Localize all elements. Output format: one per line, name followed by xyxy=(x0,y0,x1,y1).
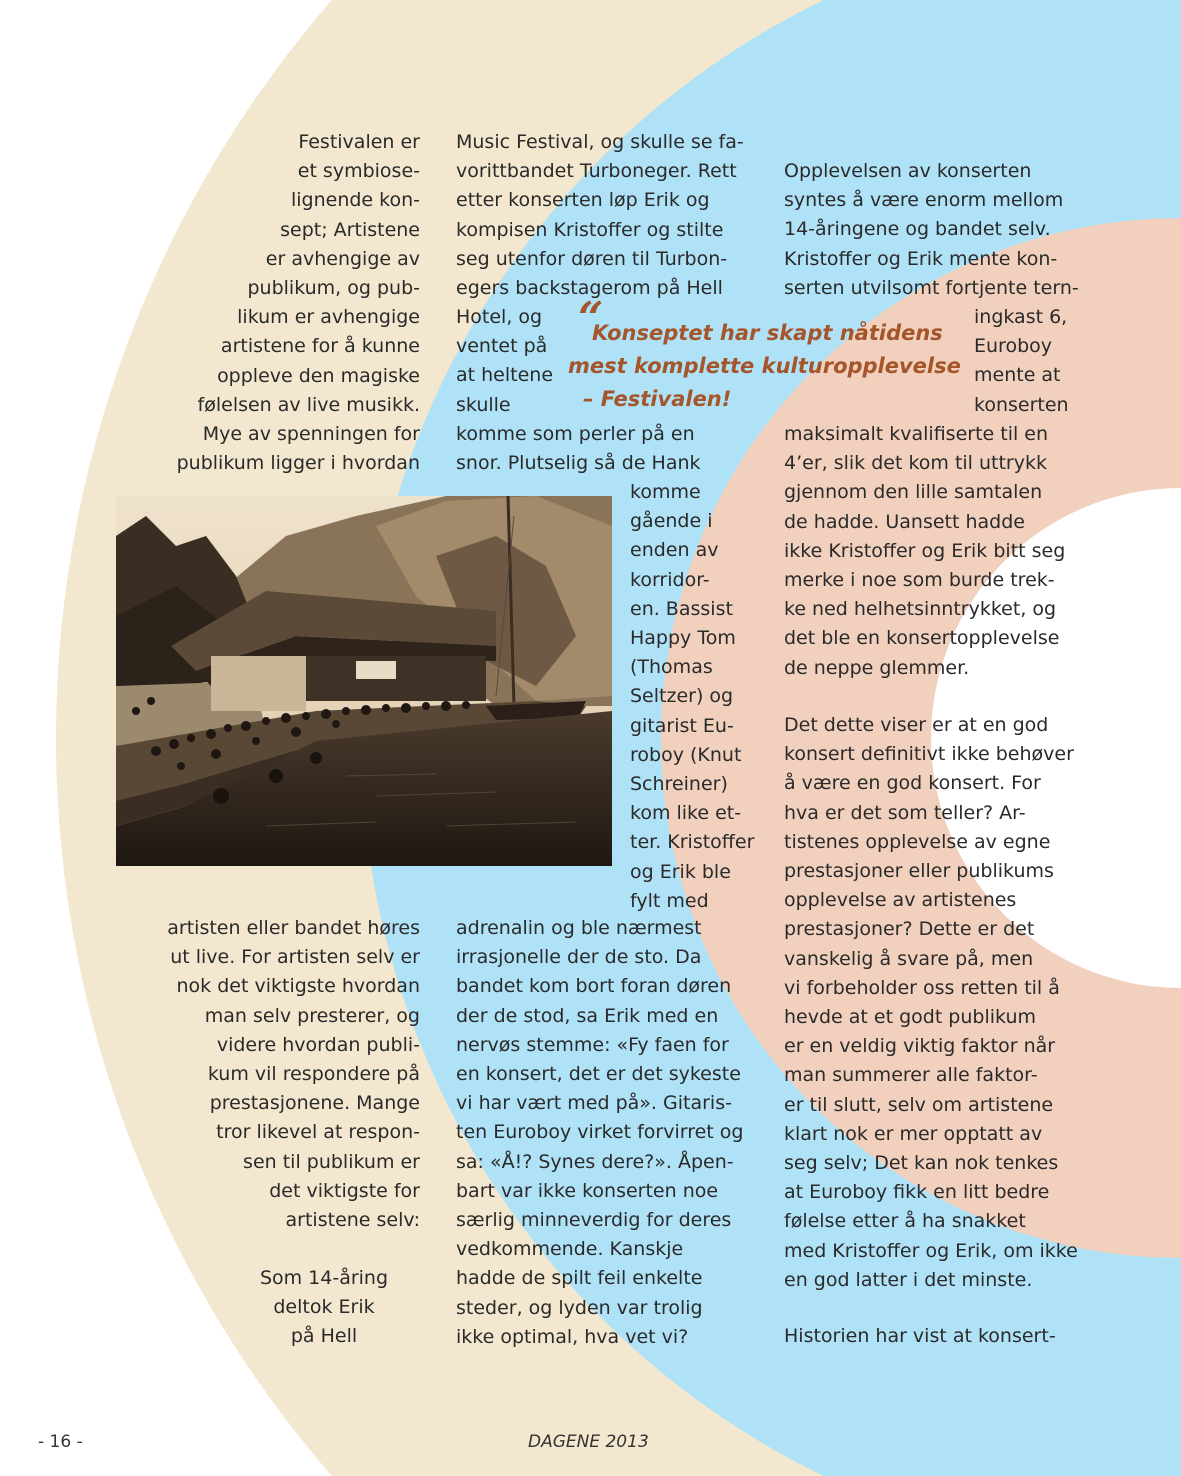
text-line: vorittbandet Turboneger. Rett xyxy=(456,160,737,183)
text-line: ut live. For artisten selv er xyxy=(170,946,420,969)
text-line: merke i noe som burde trek- xyxy=(784,569,1055,591)
text-line: det viktigste for xyxy=(269,1179,420,1202)
text-line: Mye av spenningen for xyxy=(202,423,420,445)
text-line: likum er avhengige xyxy=(237,306,420,329)
text-line: egers backstagerom på Hell xyxy=(456,277,723,299)
text-line: etter konserten løp Erik og xyxy=(456,189,710,212)
text-line: er til slutt, selv om artistene xyxy=(784,1093,1054,1116)
text-line: sen til publikum er xyxy=(243,1150,420,1173)
text-line: og Erik ble xyxy=(630,860,731,883)
text-line: Euroboy xyxy=(974,335,1052,358)
text-line: mente at xyxy=(974,364,1061,387)
text-line: konserten xyxy=(974,393,1069,416)
text-line: irrasjonelle der de sto. Da xyxy=(456,946,702,969)
text-line: ikke optimal, hva vet vi? xyxy=(456,1325,689,1348)
text-line: hva er det som teller? Ar- xyxy=(784,801,1026,824)
text-line: deltok Erik xyxy=(273,1296,375,1319)
text-line: man summerer alle faktor- xyxy=(784,1064,1038,1087)
text-line: klart nok er mer opptatt av xyxy=(784,1122,1043,1145)
text-line: følelse etter å ha snakket xyxy=(784,1210,1026,1233)
pull-quote-line: Konseptet har skapt nåtidens xyxy=(592,321,943,345)
text-line: skulle xyxy=(456,393,511,416)
text-line: sept; Artistene xyxy=(280,218,420,241)
text-line: særlig minneverdig for deres xyxy=(456,1209,732,1231)
text-line: prestasjonene. Mange xyxy=(209,1092,420,1115)
text-line: på Hell xyxy=(290,1325,358,1348)
text-line: tror likevel at respon- xyxy=(216,1121,420,1144)
text-line: oppleve den magiske xyxy=(217,364,420,387)
text-line: er en veldig viktig faktor når xyxy=(784,1035,1056,1058)
text-line: er avhengige av xyxy=(265,247,420,270)
text-line: syntes å være enorm mellom xyxy=(784,189,1064,212)
text-line: bart var ikke konserten noe xyxy=(456,1179,719,1202)
text-line: nok det viktigste hvordan xyxy=(176,975,420,998)
text-line: ikke Kristoffer og Erik bitt seg xyxy=(784,539,1066,562)
text-line: Festivalen er xyxy=(298,131,420,153)
boathouse-photo xyxy=(116,496,612,866)
text-line: enden av xyxy=(630,539,719,562)
text-line: Happy Tom xyxy=(630,627,736,649)
text-line: Historien har vist at konsert- xyxy=(784,1325,1056,1347)
text-line: artistene for å kunne xyxy=(220,335,420,358)
text-line: å være en god konsert. For xyxy=(784,772,1041,795)
text-line: de hadde. Uansett hadde xyxy=(784,510,1025,533)
page-number: - 16 - xyxy=(38,1432,83,1452)
text-line: seg selv; Det kan nok tenkes xyxy=(784,1152,1059,1174)
text-line: serten utvilsomt fortjente tern- xyxy=(784,276,1079,299)
text-line: med Kristoffer og Erik, om ikke xyxy=(784,1239,1078,1262)
text-line: vedkommende. Kanskje xyxy=(456,1238,684,1261)
text-line: gående i xyxy=(630,510,713,533)
text-line: kum vil respondere på xyxy=(207,1063,420,1085)
text-line: man selv presterer, og xyxy=(204,1004,420,1027)
text-line: de neppe glemmer. xyxy=(784,656,970,679)
text-line: opplevelse av artistenes xyxy=(784,889,1017,912)
text-line: en god latter i det minste. xyxy=(784,1268,1033,1291)
text-line: Det dette viser er at en god xyxy=(784,714,1049,736)
text-line: konsert definitivt ikke behøver xyxy=(784,743,1074,766)
text-line: at heltene xyxy=(456,364,554,387)
text-line: ventet på xyxy=(456,335,548,358)
text-line: adrenalin og ble nærmest xyxy=(456,917,702,939)
text-line: gitarist Eu- xyxy=(630,714,734,737)
quote-mark-icon: “ xyxy=(578,293,604,344)
text-line: vi forbeholder oss retten til å xyxy=(784,976,1060,999)
magazine-footer: DAGENE 2013 xyxy=(528,1432,649,1452)
text-line: gjennom den lille samtalen xyxy=(784,481,1043,504)
text-line: prestasjoner eller publikums xyxy=(784,860,1054,882)
text-line: roboy (Knut xyxy=(630,743,742,766)
text-line: nervøs stemme: «Fy faen for xyxy=(456,1033,729,1056)
text-line: Som 14-åring xyxy=(259,1267,389,1289)
text-line: snor. Plutselig så de Hank xyxy=(456,452,701,475)
text-line: ter. Kristoffer xyxy=(630,831,755,854)
pull-quote-line: – Festivalen! xyxy=(583,387,732,411)
text-line: publikum ligger i hvordan xyxy=(176,452,420,475)
text-line: publikum, og pub- xyxy=(247,277,420,299)
text-line: at Euroboy fikk en litt bedre xyxy=(784,1181,1050,1204)
text-line: 4’er, slik det kom til uttrykk xyxy=(784,452,1047,475)
text-line: Hotel, og xyxy=(456,306,543,328)
text-line: kompisen Kristoffer og stilte xyxy=(456,218,724,241)
text-line: ten Euroboy virket forvirret og xyxy=(456,1121,744,1144)
text-line: lignende kon- xyxy=(290,189,420,212)
text-line: Kristoffer og Erik mente kon- xyxy=(784,247,1058,270)
text-line: Music Festival, og skulle se fa- xyxy=(456,131,744,153)
text-line: vi har vært med på». Gitaris- xyxy=(456,1092,732,1115)
text-line: 14-åringene og bandet selv. xyxy=(784,218,1051,241)
text-line: ingkast 6, xyxy=(974,306,1068,328)
text-line: en. Bassist xyxy=(630,597,733,620)
text-line: sa: «Å!? Synes dere?». Åpen- xyxy=(456,1150,734,1173)
text-line: det ble en konsertopplevelse xyxy=(784,627,1060,650)
text-line: hevde at et godt publikum xyxy=(784,1006,1037,1028)
text-line: prestasjoner? Dette er det xyxy=(784,918,1035,941)
text-line: følelsen av live musikk. xyxy=(197,393,420,416)
text-line: der de stod, sa Erik med en xyxy=(456,1004,719,1027)
text-line: Schreiner) xyxy=(630,773,728,795)
text-line: en konsert, det er det sykeste xyxy=(456,1063,741,1085)
text-line: fylt med xyxy=(630,889,709,912)
text-line: komme som perler på en xyxy=(456,423,695,445)
text-line: vanskelig å svare på, men xyxy=(784,947,1034,970)
text-line: artisten eller bandet høres xyxy=(167,917,420,939)
text-line: komme xyxy=(630,481,701,503)
text-line: videre hvordan publi- xyxy=(216,1033,420,1056)
text-line: maksimalt kvalifiserte til en xyxy=(784,423,1049,445)
pull-quote-line: mest komplette kulturopplevelse xyxy=(568,354,961,378)
text-line: hadde de spilt feil enkelte xyxy=(456,1267,703,1290)
text-line: Seltzer) og xyxy=(630,685,734,708)
text-line: seg utenfor døren til Turbon- xyxy=(456,247,728,270)
text-line: kom like et- xyxy=(630,802,742,825)
text-line: tistenes opplevelse av egne xyxy=(784,830,1051,853)
text-line: (Thomas xyxy=(630,656,713,679)
text-line: Opplevelsen av konserten xyxy=(784,160,1032,182)
text-line: artistene selv: xyxy=(285,1209,420,1231)
text-line: et symbiose- xyxy=(297,160,420,183)
text-line: bandet kom bort foran døren xyxy=(456,975,732,998)
text-line: steder, og lyden var trolig xyxy=(456,1296,703,1319)
text-line: korridor- xyxy=(630,568,710,591)
text-line: ke ned helhetsinntrykket, og xyxy=(784,598,1057,621)
